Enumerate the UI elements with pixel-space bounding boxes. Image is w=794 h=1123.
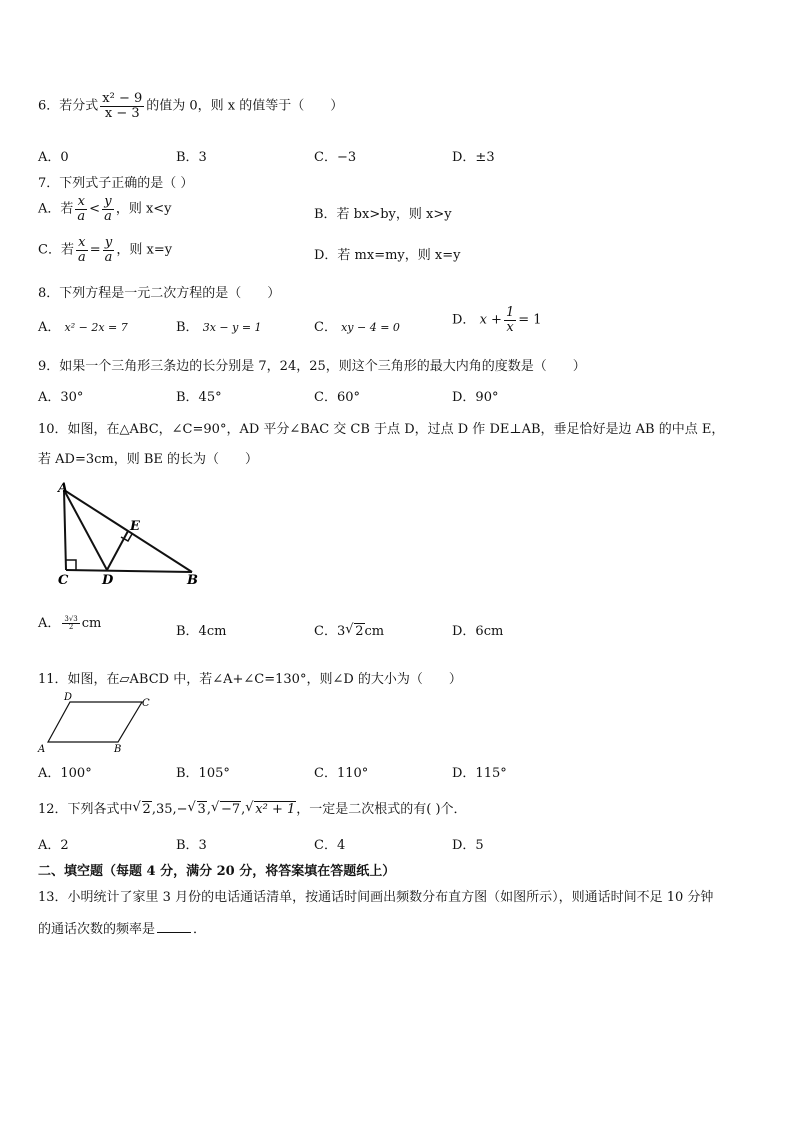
label-d: D [102, 573, 114, 588]
q8-expr-b: 3x − y = 1 [202, 321, 262, 334]
frac-num: y [103, 236, 115, 251]
q11-parallelogram-figure [36, 688, 166, 754]
radicand: x² + 1 [255, 802, 296, 817]
label-d: D [64, 692, 73, 703]
q12-option-c: C．4 [314, 838, 346, 853]
q8-option-d [452, 306, 542, 334]
q11-option-a: A．100° [38, 766, 92, 781]
q13-stem-line2 [38, 918, 206, 937]
label-c: C [58, 573, 69, 588]
q10-stem-line2: 若 AD=3cm，则 BE 的长为（ ） [38, 452, 259, 467]
radicand: 2 [355, 624, 364, 639]
q7-option-a [38, 195, 172, 223]
q10-option-b: B．4cm [176, 624, 227, 639]
answer-blank[interactable] [157, 932, 191, 933]
segment-cb [66, 570, 192, 572]
segment-de [107, 531, 128, 570]
radicand: −7 [220, 802, 241, 817]
radicand: 2 [142, 802, 151, 817]
q7-option-a-post: ，则 x<y [115, 201, 172, 217]
q10-triangle-figure [50, 478, 210, 588]
sqrt [211, 802, 241, 817]
q13-line2-text: 的通话次数的频率是 [38, 922, 156, 937]
label-c: C [142, 698, 150, 709]
separator: ,35,− [151, 802, 188, 817]
q7-option-a-frac2 [102, 195, 114, 223]
q12-option-b: B．3 [176, 838, 207, 853]
q7-stem: 7．下列式子正确的是（ ） [38, 176, 194, 191]
option-label: B． [176, 320, 199, 335]
q13-line2-end: ． [193, 922, 207, 937]
separator: , [241, 802, 246, 817]
frac-den: a [104, 208, 112, 224]
label-b: B [114, 744, 122, 754]
parallelogram [48, 702, 142, 742]
right-angle-c [66, 560, 76, 570]
sqrt [188, 802, 207, 817]
unit: cm [364, 624, 385, 639]
section-heading-fill-in: 二、填空题（每题 4 分，满分 20 分，将答案填在答题纸上） [38, 864, 396, 879]
q11-option-d: D．115° [452, 766, 507, 781]
q6-option-c: C．−3 [314, 150, 357, 165]
q12-option-d: D．5 [452, 838, 484, 853]
segment-ac [64, 490, 66, 570]
q8-stem: 8．下列方程是一元二次方程的是（ ） [38, 286, 281, 301]
label-b: B [187, 573, 198, 588]
q8-expr-d-post: = 1 [518, 312, 542, 328]
q6-frac-num: x² − 9 [102, 91, 143, 106]
q6-option-d: D．±3 [452, 150, 495, 165]
q9-stem: 9．如果一个三角形三条边的长分别是 7，24，25，则这个三角形的最大内角的度数是（ ） [38, 359, 586, 374]
q7-option-c-frac1 [76, 236, 88, 264]
q12-stem-pre: 12．下列各式中 [38, 802, 133, 817]
q11-stem: 11．如图，在▱ABCD 中，若∠A+∠C=130°，则∠D 的大小为（ ） [38, 672, 462, 687]
q6-stem-b: 的值为 0，则 x 的值等于（ ） [146, 98, 344, 114]
sqrt [345, 624, 364, 639]
segment-ad [64, 490, 107, 570]
option-label: A． [38, 616, 61, 631]
q10-stem-line1: 10．如图，在△ABC，∠C=90°，AD 平分∠BAC 交 CB 于点 D，过点 D 作 DE⊥AB，垂足恰好是边 AB 的中点 E， [38, 422, 725, 437]
q10-option-a-frac [62, 616, 79, 632]
q6-option-a: A．0 [38, 150, 69, 165]
q8-expr-a: x² − 2x = 7 [64, 321, 128, 334]
q7-option-b: B．若 bx>by，则 x>y [314, 207, 452, 222]
option-label: C．3 [314, 624, 346, 639]
frac-den: x [506, 319, 514, 335]
frac-num: y [102, 195, 114, 210]
lt-sign: < [89, 201, 101, 217]
q8-expr-c: xy − 4 = 0 [341, 321, 400, 334]
frac-num: 3√3 [64, 614, 78, 623]
q8-option-c [314, 316, 400, 335]
q11-option-c: C．110° [314, 766, 369, 781]
unit: cm [81, 616, 102, 631]
q6-fraction [100, 92, 144, 120]
q11-option-b: B．105° [176, 766, 230, 781]
frac-den: 2 [68, 623, 74, 631]
q13-stem-line1: 13．小明统计了家里 3 月份的电话通话清单，按通话时间画出频数分布直方图（如图所示），则通话时间不足 10 分钟 [38, 890, 714, 905]
q10-option-d: D．6cm [452, 624, 504, 639]
q10-option-a [38, 612, 101, 631]
q8-expr-d-pre: x + [479, 312, 502, 328]
q9-option-d: D．90° [452, 390, 499, 405]
q9-option-a: A．30° [38, 390, 84, 405]
label-a: A [38, 744, 46, 754]
q7-option-c-frac2 [103, 236, 115, 264]
frac-den: a [77, 249, 86, 265]
q8-option-b [176, 316, 262, 335]
eq-sign: = [89, 242, 101, 258]
q12-stem [38, 798, 467, 817]
q10-option-c [314, 620, 384, 639]
q8-expr-d-frac [504, 306, 516, 334]
q7-option-a-pre: A．若 [38, 201, 74, 217]
q8-option-a [38, 316, 128, 335]
sqrt [133, 802, 152, 817]
q6-stem [38, 92, 343, 120]
q6-frac-den: x − 3 [104, 105, 140, 121]
frac-num: x [76, 236, 88, 251]
q9-option-c: C．60° [314, 390, 360, 405]
q7-option-c [38, 236, 172, 264]
sqrt [245, 802, 296, 817]
option-label: D． [452, 312, 476, 328]
q9-option-b: B．45° [176, 390, 222, 405]
radicand: 3 [197, 802, 206, 817]
q12-option-a: A．2 [38, 838, 69, 853]
q12-stem-post: ，一定是二次根式的有( )个． [296, 802, 467, 817]
option-label: A． [38, 320, 61, 335]
q7-option-c-pre: C．若 [38, 242, 74, 258]
q7-option-a-frac1 [75, 195, 87, 223]
frac-den: a [104, 249, 113, 265]
frac-den: a [77, 208, 86, 224]
q7-option-c-post: ，则 x=y [116, 242, 173, 258]
q7-option-d: D．若 mx=my，则 x=y [314, 248, 461, 263]
label-a: A [58, 481, 69, 496]
option-label: C． [314, 320, 337, 335]
label-e: E [130, 519, 140, 534]
frac-num: 1 [505, 305, 515, 320]
separator: , [206, 802, 211, 817]
frac-num: x [75, 195, 87, 210]
q6-stem-a: 6．若分式 [38, 98, 99, 114]
q6-option-b: B．3 [176, 150, 207, 165]
